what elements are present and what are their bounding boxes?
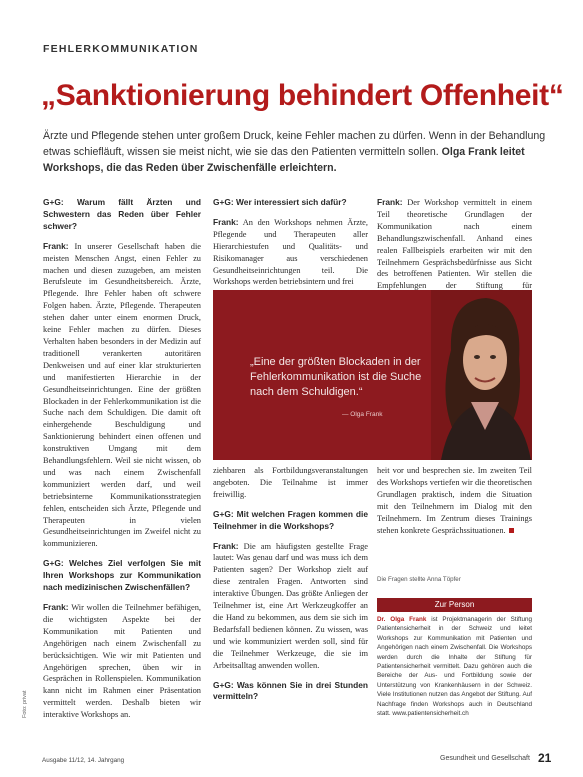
answer-5: Frank: Die am häufigsten gestellte Frage lautet: Was genau darf und was muss ich dem Patienten sagen? Der Workshop zielt auf diese zentralen Fragen. Antworten sind interaktive Übungen. Das größte Anliegen der Teilnehmer ist, eine Art Werkzeugkoffer an die Hand zu bekommen, aus dem sie sich im Bedarfsfall bedienen können. Zu wissen, was und wie kommuniziert werden soll, sind für die Teilnehmer Werkzeuge, die sie im Arbeitsalltag anwenden wollen. [213,540,368,670]
lead-bold-text: Olga Frank leitet Workshops, die das Reden über Zwischenfälle erleichtern. [43,146,525,174]
pull-quote-author: — Olga Frank [342,411,383,418]
paragraph-intro: ziehbaren als Fortbildungsveranstaltungen angeboten. Die Teilnahme ist immer freiwillig. [213,466,368,499]
answer-2: Frank: Wir wollen die Teilnehmer befähigen, die wichtigsten Aspekte bei der Kommunikation mit Patienten und Angehörigen nach einem Zwischenfall zu berücksichtigen. Wie wir mit Patienten und Angehörigen sprechen, üben wir in Gesprächen in Rollenspielen. Kommunikation kann nicht im Rahmen einer Präsentation vermittelt werden. Deshalb bieten wir interaktive Workshops an. [43,602,201,720]
portrait-photo [431,290,532,460]
question-3: G+G: Wer interessiert sich dafür? [213,197,347,207]
portrait-illustration [431,290,532,460]
question-5: G+G: Mit welchen Fragen kommen die Teilnehmer in die Workshops? [213,508,368,531]
column-3-bottom [377,465,532,544]
article-headline: „Sanktionierung behindert Offenheit“ [41,79,564,112]
section-kicker: FEHLERKOMMUNIKATION [43,43,199,55]
answer-3: Frank: An den Workshops nehmen Ärzte, Pflegende und Therapeuten aller Hierarchiestufen und Qualitäts- und Risikomanager aus verschiedenen Gesundheitseinrichtungen teil. Die Workshops werden betriebsintern und frei [213,216,368,287]
article-lead [43,128,548,176]
page-number: 21 [538,751,552,765]
zur-person-name: Dr. Olga Frank [377,616,427,623]
column-1 [43,197,201,729]
interview-credit: Die Fragen stellte Anna Töpfer [377,576,461,583]
answer-4: Frank: Der Workshop vermittelt in einem Teil theoretische Grundlagen der Kommunikation nach einem Behandlungszwischenfall. Anhand eines realen Fallbeispiels erarbeiten wir mit den Teilnehmern Gesprächsbedürfnisse aus Sicht des betroffenen Patienten. Wir stellen die Empfehlungen der Stiftung für [377,197,532,291]
column-2-top [213,197,368,296]
column-2-bottom [213,465,368,711]
zur-person-header: Zur Person [377,598,532,612]
zur-person-body: Dr. Olga Frank ist Projektmanagerin der Stiftung Patientensicherheit in der Schweiz und leitet Workshops zur Kommunikation mit Patienten und Angehörigen nach einem Zwischenfall. Die Workshops werden durch die Inhalte der Stiftung für Patientensicherheit vermittelt. Dazu gehören auch die Bereiche der Aus- und Fortbildung sowie der Unterstützung von Krankenhäusern in der Schweiz. Viele Institutionen nutzen das Angebot der Stiftung. Auf Nachfrage finden Workshops auch in Deutschland statt. www.patientensicherheit.ch [377,616,532,718]
question-1: G+G: Warum fällt Ärzten und Schwestern das Reden über Fehler schwer? [43,197,201,231]
lead-text: Ärzte und Pflegende stehen unter großem Druck, keine Fehler machen zu dürfen. Wenn in der Behandlung etwas schiefläuft, wissen sie meist nicht, wie sie das den Patienten vermitteln sollen. [43,130,546,158]
answer-1: Frank: In unserer Gesellschaft haben die meisten Menschen Angst, einen Fehler zu machen und diesen zuzugeben, am meisten Berufsleute im Gesundheitsbereich. Ärzte, Pflegende. Ihre Fehler haben oft schwere Folgen haben. Ärzte, Pflegende. Therapeuten stehen daher unter einem enormen Druck, keine Fehler machen zu dürfen. Dieses Verhalten haben besonders in der Medizin auf traditionell verankerten autoritären Denkweisen und auf einer klar strukturierten und manifestierten Hierarchie in der Gesundheitseinrichtungen. Eine der größten Blockaden in der Fehlerkommunikation ist die Suche nach dem Schuldigen. Die damit oft einhergehende Beschuldigung und Sanktionierung behindert einen offenen und konstruktiven Umgang mit dem Behandlungsfehlern. Weil sie nicht wissen, ob und was nach einem Zwischenfall kommuniziert werden darf, und weil betriebsinterne Kommunikationsstrategien fehlen, entscheiden sich Ärzte, Pflegende und Therapeuten in vielen Gesundheitseinrichtungen im Zweifel nicht zu kommunizieren. [43,240,201,549]
photo-credit: Foto: privat [22,690,28,718]
footer-magazine: Gesundheit und Gesellschaft [440,755,530,762]
footer-issue: Ausgabe 11/12, 14. Jahrgang [42,757,125,764]
question-2: G+G: Welches Ziel verfolgen Sie mit Ihren Workshops zur Kommunikation nach medizinischen Zwischenfällen? [43,558,201,593]
pull-quote: „Eine der größten Blockaden in der Fehlerkommunikation ist die Suche nach dem Schuldigen.“ [250,356,422,398]
end-mark-icon [509,528,514,533]
question-6: G+G: Was können Sie in drei Stunden vermitteln? [213,679,368,702]
paragraph-closing: heit vor und besprechen sie. Im zweiten Teil des Workshops vertiefen wir die theoretischen Grundlagen praktisch, indem die Situation mit den Teilnehmern im Dialog mit den Teilnehmern. Im Zentrum dieses Trainings stehen konkrete Gesprächssituationen. [377,466,532,535]
